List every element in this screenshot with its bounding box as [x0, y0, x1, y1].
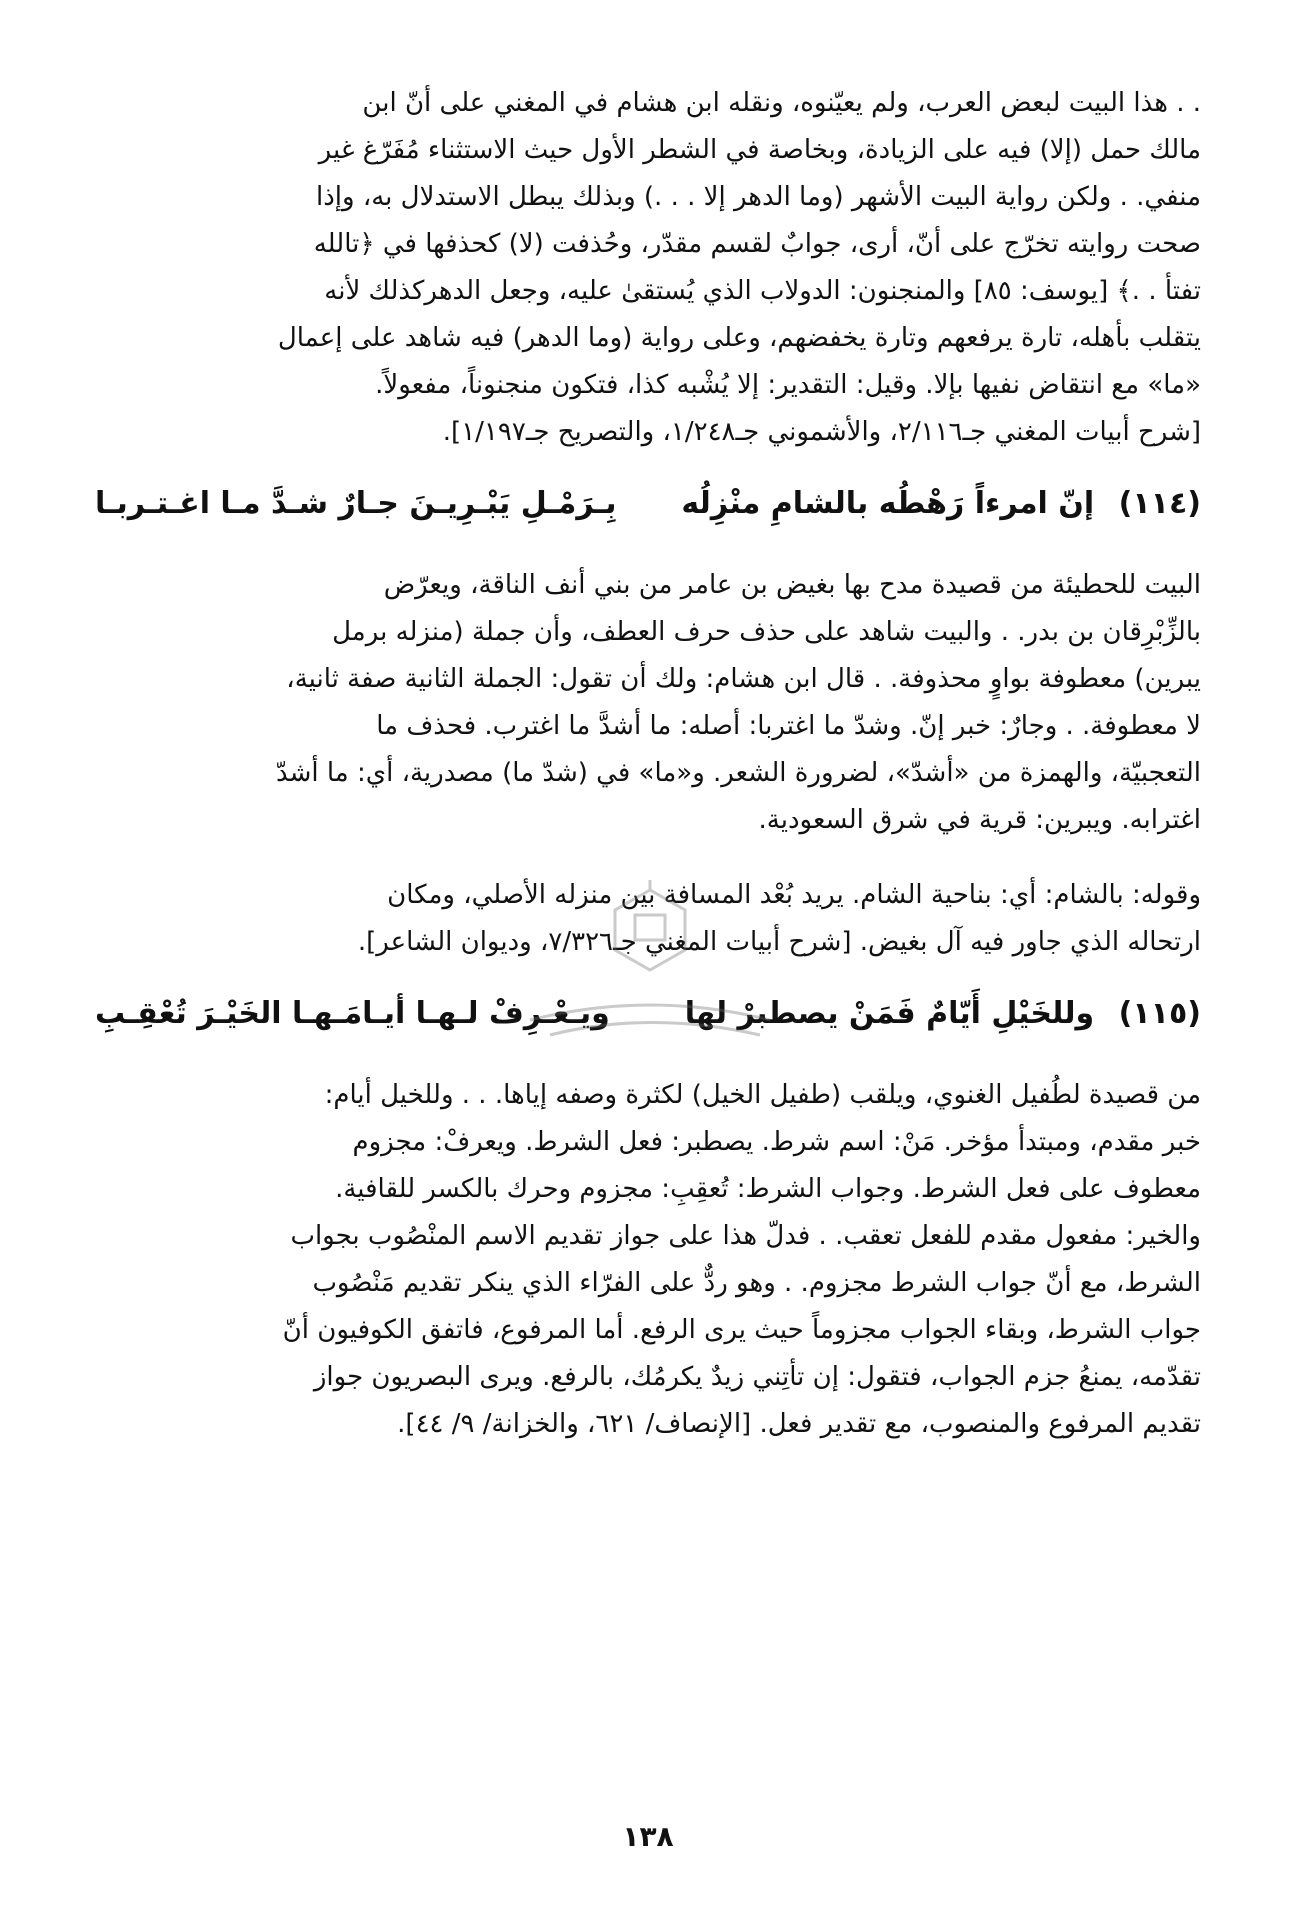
- verse-hemistich-second: ويـعْـرِفْ لـهـا أيـامَـهـا الخَيْـرَ تُعْقِـبِ: [95, 996, 610, 1031]
- text-line: اغترابه. ويبرين: قرية في شرق السعودية.: [758, 805, 1201, 835]
- text-line: «ما» مع انتقاض نفيها بإلا. وقيل: التقدير: إلا يُشْبه كذا، فتكون منجنوناً، مفعولاً.: [375, 370, 1201, 400]
- verse-hemistich-first: وللخَيْلِ أَيّامٌ فَمَنْ يصطبرْ لها: [684, 996, 1095, 1031]
- text-line: . . هذا البيت لبعض العرب، ولم يعيّنوه، ونقله ابن هشام في المغني على أنّ ابن: [362, 88, 1201, 118]
- page-body: [95, 80, 1201, 1448]
- text-line: خبر مقدم، ومبتدأ مؤخر. مَنْ: اسم شرط. يصطبر: فعل الشرط. ويعرفْ: مجزوم: [352, 1127, 1201, 1157]
- commentary-114-continued: [95, 872, 1201, 966]
- text-line: والخير: مفعول مقدم للفعل تعقب. . فدلّ هذا على جواز تقديم الاسم المنْصُوب بجواب: [290, 1221, 1201, 1251]
- text-line: من قصيدة لطُفيل الغنوي، ويلقب (طفيل الخيل) لكثرة وصفه إياها. . . وللخيل أيام:: [324, 1080, 1201, 1110]
- verse-number: (١١٤): [1118, 486, 1201, 521]
- text-line: تقديم المرفوع والمنصوب، مع تقدير فعل. [الإنصاف/ ٦٢١، والخزانة/ ٩/ ٤٤].: [397, 1409, 1201, 1439]
- text-line: يتقلب بأهله، تارة يرفعهم وتارة يخفضهم، وعلى رواية (وما الدهر) فيه شاهد على إعمال: [277, 323, 1201, 353]
- text-line: [شرح أبيات المغني جـ٢/١١٦، والأشموني جـ١/٢٤٨، والتصريح جـ١/١٩٧].: [442, 417, 1201, 447]
- text-line: تفتأ . .﴾ [يوسف: ٨٥] والمنجنون: الدولاب الذي يُستقىٰ عليه، وجعل الدهركذلك لأنه: [324, 276, 1201, 306]
- text-line: تقدّمه، يمنعُ جزم الجواب، فتقول: إن تأتِني زيدٌ يكرمُك، بالرفع. ويرى البصريون جواز: [313, 1362, 1201, 1392]
- page-number: ١٣٨: [622, 1820, 674, 1853]
- verse-115: [95, 984, 1201, 1044]
- text-line: البيت للحطيئة من قصيدة مدح بها بغيض بن عامر من بني أنف الناقة، ويعرّض: [383, 570, 1201, 600]
- text-line: جواب الشرط، وبقاء الجواب مجزوماً حيث يرى الرفع. أما المرفوع، فاتفق الكوفيون أنّ: [282, 1315, 1201, 1345]
- text-line: بالزِّبْرِقان بن بدر. . والبيت شاهد على حذف حرف العطف، وأن جملة (منزله برمل: [332, 617, 1201, 647]
- text-line: لا معطوفة. . وجارٌ: خبر إنّ. وشدّ ما اغتربا: أصله: ما أشدَّ ما اغترب. فحذف ما: [376, 711, 1201, 741]
- text-line: منفي. . ولكن رواية البيت الأشهر (وما الدهر إلا . . .) وبذلك يبطل الاستدلال به، وإذا: [316, 182, 1201, 212]
- text-line: الشرط، مع أنّ جواب الشرط مجزوم. . وهو ردٌّ على الفرّاء الذي ينكر تقديم مَنْصُوب: [312, 1268, 1201, 1298]
- text-line: مالك حمل (إلا) فيه على الزيادة، وبخاصة في الشطر الأول حيث الاستثناء مُفَرّغ غير: [318, 135, 1201, 165]
- commentary-115: [95, 1072, 1201, 1448]
- text-line: التعجبيّة، والهمزة من «أشدّ»، لضرورة الشعر. و«ما» في (شدّ ما) مصدرية، أي: ما أشدّ: [275, 758, 1201, 788]
- verse-number: (١١٥): [1118, 996, 1201, 1031]
- text-line: يبرين) معطوفة بواوٍ محذوفة. . قال ابن هشام: ولك أن تقول: الجملة الثانية صفة ثانية،: [286, 664, 1201, 694]
- verse-114: [95, 474, 1201, 534]
- text-line: وقوله: بالشام: أي: بناحية الشام. يريد بُعْد المسافة بين منزله الأصلي، ومكان: [387, 880, 1201, 910]
- text-line: ارتحاله الذي جاور فيه آل بغيض. [شرح أبيات المغني جـ٧/٣٢٦، وديوان الشاعر].: [357, 927, 1201, 957]
- text-line: معطوف على فعل الشرط. وجواب الشرط: تُعقِبِ: مجزوم وحرك بالكسر للقافية.: [335, 1174, 1201, 1204]
- verse-hemistich-first: إنّ امرءاً رَهْطُه بالشامِ منْزِلُه: [681, 486, 1095, 521]
- commentary-114: [95, 562, 1201, 844]
- text-line: صحت روايته تخرّج على أنّ، أرى، جوابٌ لقسم مقدّر، وحُذفت (لا) كحذفها في ﴿تالله: [313, 229, 1201, 259]
- verse-hemistich-second: بِـرَمْـلِ يَبْـرِيـنَ جـارٌ شـدَّ مـا اغـتـربـا: [95, 486, 617, 521]
- commentary-113: [95, 80, 1201, 456]
